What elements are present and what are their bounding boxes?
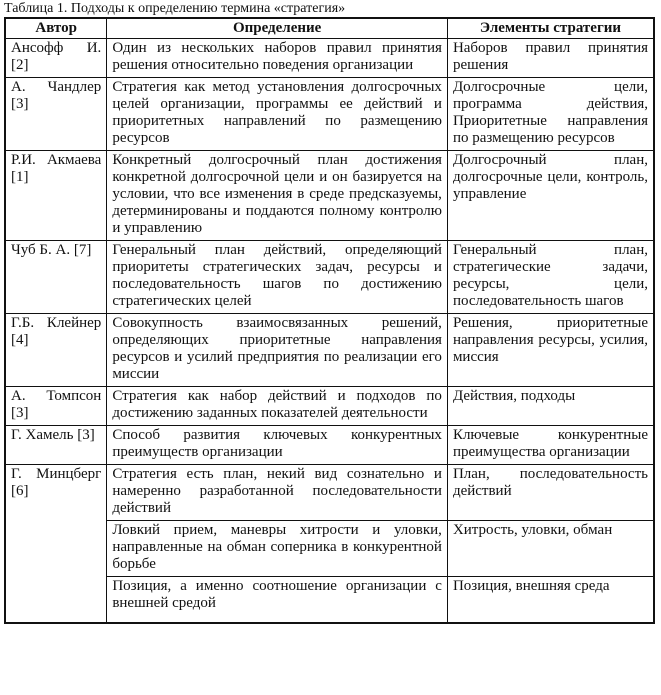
- table-row: [5, 465, 654, 521]
- elements-cell: Действия, подходы: [447, 387, 654, 426]
- elements-cell: Долгосрочные цели, программа действия, Приоритетные направления по размещению ресурсов: [447, 78, 654, 151]
- author-cell: Г. Хамель [3]: [5, 426, 107, 465]
- definition-cell: Стратегия есть план, некий вид сознательно и намеренно разработанной последовательности действий: [107, 465, 448, 521]
- elements-cell: Наборов правил принятия решения: [447, 39, 654, 78]
- definition-cell: Ловкий прием, маневры хитрости и уловки, направленные на обман соперника в конкурентной борьбе: [107, 521, 448, 577]
- table-row: [5, 78, 654, 151]
- author-cell: Г. Минцберг [6]: [5, 465, 107, 624]
- definition-cell: Стратегия как метод установления долгосрочных целей организации, программы ее действий и приоритетных направлений по размещению ресурсов: [107, 78, 448, 151]
- elements-cell: План, последовательность действий: [447, 465, 654, 521]
- definition-cell: Позиция, а именно соотношение организации с внешней средой: [107, 577, 448, 624]
- author-cell: А. Чандлер [3]: [5, 78, 107, 151]
- author-cell: Ансофф И. [2]: [5, 39, 107, 78]
- definition-cell: Один из нескольких наборов правил принятия решения относительно поведения организации: [107, 39, 448, 78]
- author-cell: Г.Б. Клейнер [4]: [5, 314, 107, 387]
- author-cell: Р.И. Акмаева [1]: [5, 151, 107, 241]
- elements-cell: Генеральный план, стратегические задачи, ресурсы, цели, последовательность шагов: [447, 241, 654, 314]
- table-row: [5, 241, 654, 314]
- table-header-row: [5, 18, 654, 39]
- table-row: [5, 39, 654, 78]
- definition-cell: Конкретный долгосрочный план достижения конкретной долгосрочной цели и он базируется на условии, что все изменения в среде предсказуемы, детерминированы и поддаются полному контролю и управлению: [107, 151, 448, 241]
- header-elements: Элементы стратегии: [447, 18, 654, 39]
- table-row: [5, 314, 654, 387]
- header-author: Автор: [5, 18, 107, 39]
- table-row: [5, 426, 654, 465]
- definition-cell: Стратегия как набор действий и подходов по достижению заданных показателей деятельности: [107, 387, 448, 426]
- table-caption: Таблица 1. Подходы к определению термина «стратегия»: [4, 1, 346, 16]
- author-cell: Чуб Б. А. [7]: [5, 241, 107, 314]
- definition-cell: Генеральный план действий, определяющий приоритеты стратегических задач, ресурсы и последовательность шагов по достижению стратегических целей: [107, 241, 448, 314]
- author-cell: А. Томпсон [3]: [5, 387, 107, 426]
- elements-cell: Ключевые конкурентные преимущества организации: [447, 426, 654, 465]
- definition-cell: Способ развития ключевых конкурентных преимуществ организации: [107, 426, 448, 465]
- definition-cell: Совокупность взаимосвязанных решений, определяющих приоритетные направления ресурсов и усилий предприятия по реализации его миссии: [107, 314, 448, 387]
- header-definition: Определение: [107, 18, 448, 39]
- table-row: [5, 387, 654, 426]
- elements-cell: Хитрость, уловки, обман: [447, 521, 654, 577]
- elements-cell: Долгосрочный план, долгосрочные цели, контроль, управление: [447, 151, 654, 241]
- elements-cell: Решения, приоритетные направления ресурсы, усилия, миссия: [447, 314, 654, 387]
- table-row: [5, 151, 654, 241]
- elements-cell: Позиция, внешняя среда: [447, 577, 654, 624]
- strategy-definitions-table: [4, 17, 655, 624]
